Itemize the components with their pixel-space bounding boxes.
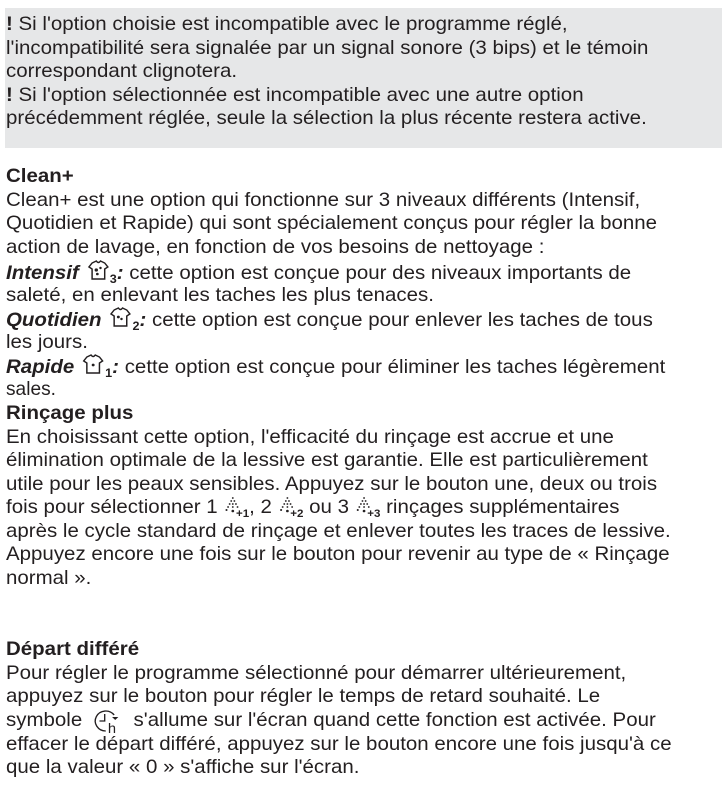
- body-line: saleté, en enlevant les taches les plus tenaces.: [6, 284, 434, 306]
- body-line: appuyez sur le bouton pour régler le temps de retard souhaité. Le: [6, 685, 601, 707]
- option-quotidien: Quotidien $_2$: cette option est conçue pour enlever les taches de tous: [6, 309, 653, 333]
- body-line: élimination optimale de la lessive est garantie. Elle est particulièrement: [6, 449, 648, 471]
- icon-subscript: 1: [105, 366, 113, 380]
- note-line: précédemment réglée, seule la sélection la plus récente restera active.: [6, 107, 647, 129]
- option-rapide: Rapide $_1$: cette option est conçue pour éliminer les taches légèrement: [6, 356, 666, 380]
- body-line: Quotidien et Rapide) qui sont spécialement conçus pour régler la bonne: [6, 212, 658, 234]
- delay-clock-icon: [89, 709, 127, 736]
- body-line: Pour régler le programme sélectionné pour démarrer ultérieurement,: [6, 662, 627, 684]
- option-label: Quotidien: [6, 309, 102, 331]
- body-line: action de lavage, en fonction de vos besoins de nettoyage :: [6, 236, 545, 258]
- option-intensif: Intensif $_3$: cette option est conçue pour des niveaux importants de: [6, 262, 632, 286]
- body-line: Appuyez encore une fois sur le bouton pour revenir au type de « Rinçage: [6, 543, 670, 565]
- rinse-select-line: fois pour sélectionner 1 $_{+1}$, 2 $_{+2}$ ou 3 $_{+3}$ rinçages supplémentaires: [6, 496, 620, 520]
- note-line: l'incompatibilité sera signalée par un signal sonore (3 bips) et le témoin: [6, 37, 649, 59]
- option-label: Rapide: [6, 356, 75, 378]
- icon-subscript: 2: [132, 319, 140, 333]
- note-line: correspondant clignotera.: [6, 60, 238, 82]
- body-line: normal ».: [6, 567, 92, 589]
- icon-subscript: 3: [109, 272, 117, 286]
- icon-subscript: +1: [235, 508, 250, 520]
- body-line: Clean+ est une option qui fonctionne sur 3 niveaux différents (Intensif,: [6, 189, 641, 211]
- icon-subscript: +2: [290, 508, 304, 520]
- body-line: sales.: [6, 378, 56, 400]
- body-line: après le cycle standard de rinçage et enlever toutes les traces de lessive.: [6, 520, 671, 542]
- note-line: ! Si l'option sélectionnée est incompatible avec une autre option: [6, 84, 584, 106]
- delay-symbol-line: symbole h s'allume sur l'écran quand cette fonction est activée. Pour: [6, 709, 656, 732]
- body-line: En choisissant cette option, l'efficacité du rinçage est accrue et une: [6, 426, 614, 448]
- body-line: effacer le départ différé, appuyez sur le bouton encore une fois jusqu'à ce: [6, 733, 672, 755]
- body-line: les jours.: [6, 331, 88, 353]
- exclamation-mark: !: [6, 84, 13, 106]
- icon-hour-label: h: [107, 720, 117, 736]
- section-heading-clean-plus: Clean+: [6, 165, 74, 187]
- section-heading-depart-differe: Départ différé: [6, 638, 140, 660]
- exclamation-mark: !: [6, 13, 13, 35]
- section-heading-rincage-plus: Rinçage plus: [6, 402, 134, 424]
- icon-subscript: +3: [367, 508, 381, 520]
- option-label: Intensif: [6, 262, 79, 284]
- note-line: ! Si l'option choisie est incompatible avec le programme réglé,: [6, 13, 568, 35]
- body-line: utile pour les peaux sensibles. Appuyez sur le bouton une, deux ou trois: [6, 473, 658, 495]
- body-line: que la valeur « 0 » s'affiche sur l'écran.: [6, 756, 360, 778]
